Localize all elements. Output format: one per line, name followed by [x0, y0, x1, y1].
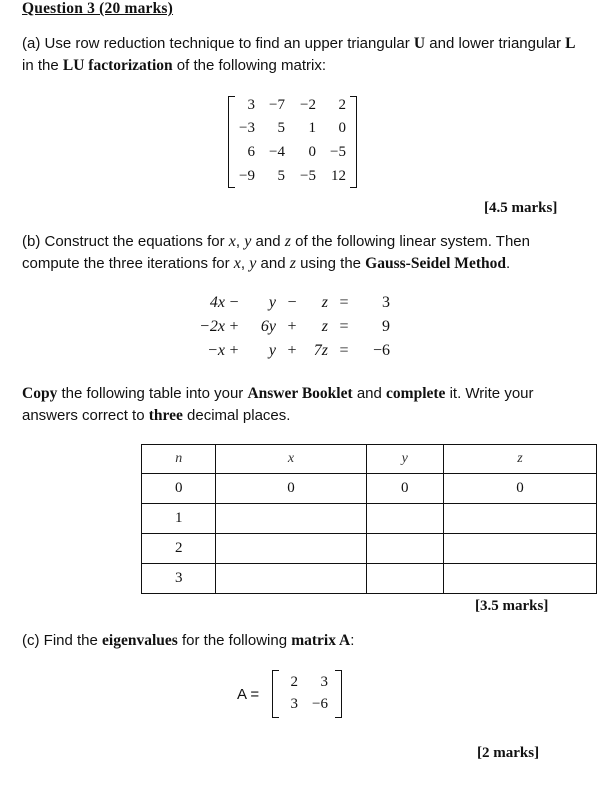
equation-term: + — [229, 342, 239, 359]
part-b-marks: [3.5 marks] — [475, 598, 549, 614]
part-a-line2-prefix: in the — [22, 57, 63, 74]
part-a-U: U — [413, 35, 426, 52]
copy-text-3: it. Write your — [445, 385, 534, 402]
equation-term: −6 — [372, 342, 390, 359]
table-cell — [443, 534, 596, 564]
table-cell: 0 — [443, 474, 596, 504]
table-row — [142, 474, 597, 504]
equation-term: 4x — [209, 294, 225, 311]
eigenvalues-term: eigenvalues — [102, 632, 178, 649]
table-row — [142, 504, 597, 534]
equation-term: = — [339, 318, 349, 335]
part-c-marks: [2 marks] — [477, 745, 540, 761]
matrix-a-label: A = — [237, 686, 260, 703]
lu-matrix — [228, 96, 357, 188]
equation-term: 6y — [260, 318, 276, 335]
table-cell: 1 — [142, 504, 216, 534]
table-cell — [216, 534, 366, 564]
part-a-line1-mid: and lower triangular — [425, 35, 566, 52]
table-cell — [443, 564, 596, 594]
equation-term: y — [268, 294, 276, 311]
equation-term: = — [339, 294, 349, 311]
header-x: x — [216, 445, 366, 474]
equation-term: 3 — [382, 294, 390, 311]
table-cell — [366, 534, 443, 564]
equation-term: = — [339, 342, 349, 359]
part-c-prefix: (c) Find the — [22, 632, 103, 649]
matrix-entry: −3 — [239, 120, 255, 136]
part-b-using: using the — [295, 255, 366, 272]
matrix-entry: 2 — [338, 97, 346, 113]
var-y: y — [249, 255, 257, 272]
matrix-entry: 5 — [277, 168, 285, 184]
matrix-a-term: matrix A — [291, 632, 351, 649]
table-cell — [366, 564, 443, 594]
matrix-a — [272, 670, 342, 718]
header-z: z — [443, 445, 596, 474]
part-a-marks: [4.5 marks] — [484, 200, 558, 216]
part-b-line1-prefix: (b) Construct the equations for — [22, 233, 229, 250]
header-y: y — [366, 445, 443, 474]
period: . — [505, 255, 511, 272]
equation-term: 9 — [382, 318, 390, 335]
matrix-a-entry: 3 — [290, 696, 298, 712]
matrix-entry: 5 — [277, 120, 285, 136]
complete-word: complete — [386, 385, 446, 402]
table-row — [142, 534, 597, 564]
part-a-line2-post: of the following matrix: — [172, 57, 327, 74]
question-heading: Question 3 (20 marks) — [22, 0, 174, 17]
equation-term: + — [287, 318, 297, 335]
comma: , — [240, 255, 250, 272]
var-y: y — [244, 233, 252, 250]
matrix-entry: −2 — [300, 97, 316, 113]
copy-line2-prefix: answers correct to — [22, 407, 149, 424]
equation-term: − — [287, 294, 297, 311]
matrix-a-right-bracket — [335, 670, 342, 718]
header-n: n — [142, 445, 216, 474]
table-cell — [216, 564, 366, 594]
table-cell: 3 — [142, 564, 216, 594]
comma: , — [235, 233, 245, 250]
matrix-right-bracket — [350, 96, 357, 188]
matrix-entry: −4 — [269, 144, 285, 160]
matrix-entry: 1 — [308, 120, 316, 136]
gauss-seidel-term: Gauss-Seidel Method — [365, 255, 506, 272]
var-x: x — [233, 255, 241, 272]
copy-text-2: and — [352, 385, 387, 402]
var-z: z — [284, 233, 291, 250]
equation-term: + — [287, 342, 297, 359]
three-word: three — [148, 407, 183, 424]
table-cell: 0 — [216, 474, 366, 504]
part-a-lu-term: LU factorization — [62, 57, 173, 74]
equation-term: z — [321, 294, 328, 311]
iteration-table — [141, 444, 597, 594]
equation-term: + — [229, 318, 239, 335]
var-x: x — [228, 233, 236, 250]
equation-term: − — [229, 294, 239, 311]
equation-term: −2x — [199, 318, 225, 335]
answer-booklet-term: Answer Booklet — [247, 385, 353, 402]
part-a-line1-prefix: (a) Use row reduction technique to find an upper triangular — [22, 35, 414, 52]
table-cell: 0 — [142, 474, 216, 504]
part-b-line2-prefix: compute the three iterations for — [22, 255, 234, 272]
copy-word: Copy — [22, 385, 58, 402]
colon: : — [350, 632, 355, 649]
matrix-entry: 12 — [331, 168, 346, 184]
matrix-entry: −7 — [269, 97, 285, 113]
table-cell: 2 — [142, 534, 216, 564]
matrix-entry: −5 — [300, 168, 316, 184]
matrix-entry: 0 — [338, 120, 346, 136]
equation-term: 7z — [313, 342, 328, 359]
matrix-entry: 3 — [247, 97, 255, 113]
equation-term: y — [268, 342, 276, 359]
linear-system — [190, 294, 400, 366]
part-c-mid: for the following — [177, 632, 292, 649]
equation-term: −x — [207, 342, 225, 359]
part-c-text — [22, 630, 577, 652]
table-cell — [366, 504, 443, 534]
copy-instruction — [22, 383, 577, 427]
matrix-a-entry: 2 — [290, 674, 298, 690]
table-cell — [443, 504, 596, 534]
matrix-entry: 0 — [308, 144, 316, 160]
var-z: z — [289, 255, 296, 272]
part-a-L: L — [565, 35, 576, 52]
table-row — [142, 564, 597, 594]
table-cell — [216, 504, 366, 534]
matrix-entry: −9 — [239, 168, 255, 184]
equation-term: z — [321, 318, 328, 335]
part-a-text — [22, 33, 577, 77]
part-b-and: and — [251, 233, 285, 250]
matrix-entry: 6 — [247, 144, 255, 160]
matrix-entry: −5 — [330, 144, 346, 160]
matrix-a-entry: −6 — [312, 696, 328, 712]
copy-line2-post: decimal places. — [182, 407, 291, 424]
matrix-a-entry: 3 — [320, 674, 328, 690]
part-b-text — [22, 231, 577, 275]
copy-text-1: the following table into your — [57, 385, 248, 402]
part-b-line2-and: and — [256, 255, 290, 272]
part-b-line1-post: of the following linear system. Then — [290, 233, 530, 250]
table-cell: 0 — [366, 474, 443, 504]
table-header-row — [142, 445, 597, 474]
